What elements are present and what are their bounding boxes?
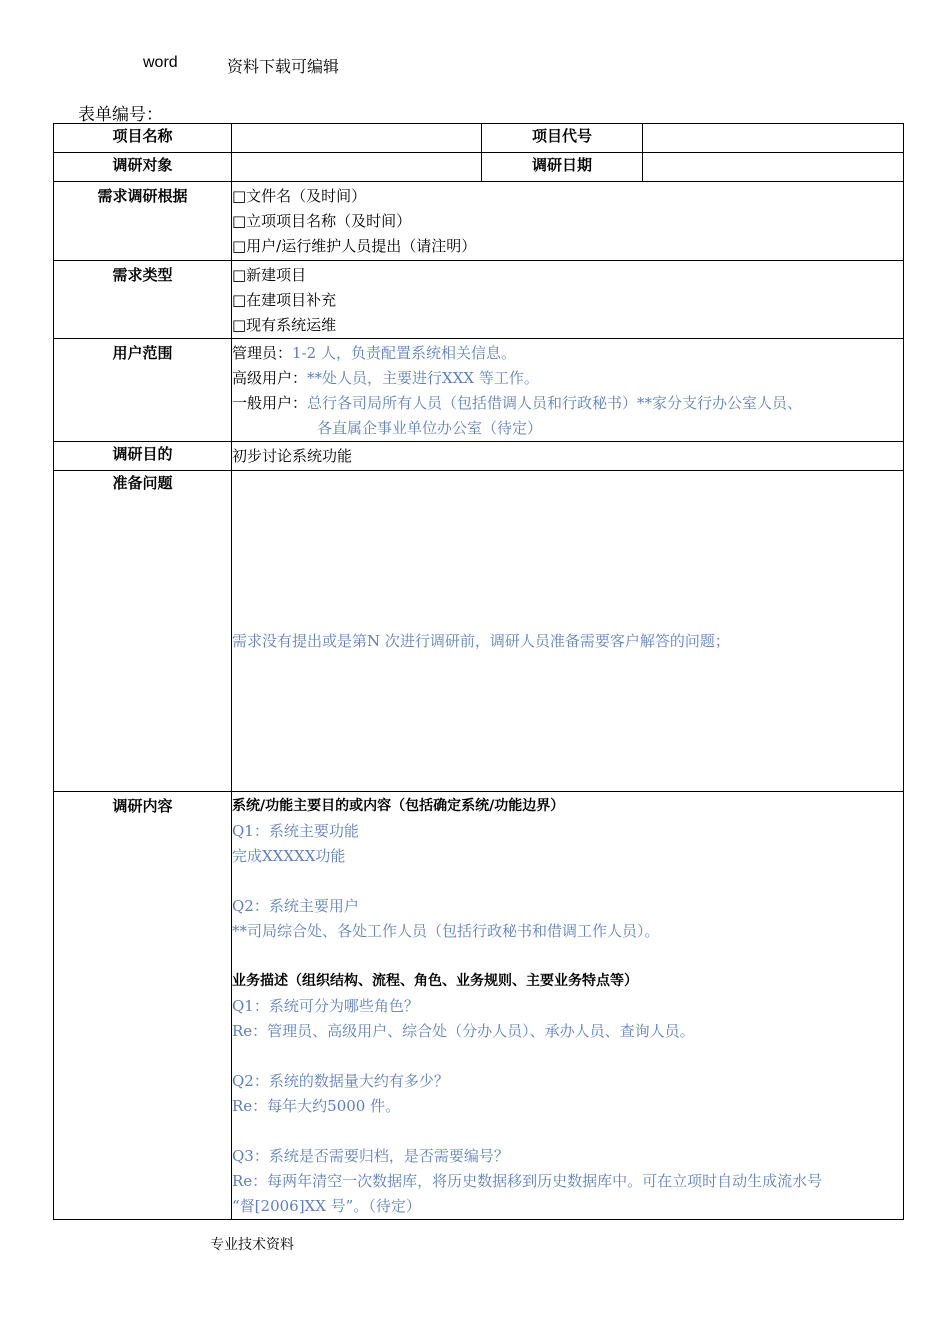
spacer — [232, 1119, 903, 1144]
basis-option-project[interactable]: □立项项目名称（及时间） — [232, 212, 412, 230]
row-content — [54, 792, 904, 1220]
purpose-label: 调研目的 — [54, 442, 232, 471]
form-number-label: 表单编号： — [78, 105, 163, 125]
research-date-value[interactable] — [643, 153, 904, 182]
prep-label: 准备问题 — [54, 471, 232, 792]
row-target — [54, 153, 904, 182]
type-option-supplement[interactable]: □在建项目补充 — [232, 291, 337, 309]
content-s2-r1: Re：管理员、高级用户、综合处（分办人员）、承办人员、查询人员。 — [232, 1022, 695, 1040]
content-s1-a2: **司局综合处、各处工作人员（包括行政秘书和借调工作人员）。 — [232, 922, 660, 940]
senior-text: **处人员，主要进行XXX 等工作。 — [307, 369, 539, 387]
general-text-2: 各直属企事业单位办公室（待定） — [317, 419, 543, 437]
basis-label: 需求调研根据 — [54, 182, 232, 261]
content-s2-r3b: “督[2006]XX 号”。（待定） — [232, 1197, 421, 1215]
content-value — [232, 792, 904, 1220]
purpose-value: 初步讨论系统功能 — [232, 442, 904, 471]
content-s2-r2: Re：每年大约5000 件。 — [232, 1097, 401, 1115]
general-line — [232, 391, 903, 416]
content-s2-r3a: Re：每两年清空一次数据库，将历史数据移到历史数据库中。可在立项时自动生成流水号 — [232, 1172, 823, 1190]
user-scope-value — [232, 339, 904, 442]
type-label: 需求类型 — [54, 261, 232, 339]
research-target-label: 调研对象 — [54, 153, 232, 182]
basis-option-file[interactable]: □文件名（及时间） — [232, 187, 367, 205]
content-section2-title: 业务描述（组织结构、流程、角色、业务规则、主要业务特点等） — [232, 973, 638, 989]
research-date-label: 调研日期 — [482, 153, 643, 182]
row-project — [54, 124, 904, 153]
user-scope-label: 用户范围 — [54, 339, 232, 442]
content-s2-q3: Q3：系统是否需要归档，是否需要编号？ — [232, 1147, 509, 1165]
admin-text: 1-2 人，负责配置系统相关信息。 — [292, 344, 516, 362]
project-name-value[interactable] — [232, 124, 482, 153]
project-name-label: 项目名称 — [54, 124, 232, 153]
content-s1-a1: 完成XXXXX功能 — [232, 847, 346, 865]
type-option-new[interactable]: □新建项目 — [232, 266, 307, 284]
project-code-label: 项目代号 — [482, 124, 643, 153]
row-type — [54, 261, 904, 339]
content-s2-q2: Q2：系统的数据量大约有多少？ — [232, 1072, 449, 1090]
row-user-scope — [54, 339, 904, 442]
row-prep — [54, 471, 904, 792]
basis-option-user[interactable]: □用户/运行维护人员提出（请注明） — [232, 237, 477, 255]
footer-label: 专业技术资料 — [210, 1237, 294, 1253]
spacer — [232, 869, 903, 894]
research-target-value[interactable] — [232, 153, 482, 182]
senior-line — [232, 366, 903, 391]
type-option-maintenance[interactable]: □现有系统运维 — [232, 316, 337, 334]
header-word: word — [143, 54, 178, 71]
type-options — [232, 261, 904, 339]
general-prefix: 一般用户： — [232, 394, 308, 412]
content-label: 调研内容 — [54, 792, 232, 1220]
spacer — [232, 1044, 903, 1069]
content-s1-q2: Q2：系统主要用户 — [232, 897, 359, 915]
header-editable-note: 资料下载可编辑 — [227, 57, 340, 76]
content-s2-q1: Q1：系统可分为哪些角色？ — [232, 997, 419, 1015]
spacer — [232, 944, 903, 969]
row-basis — [54, 182, 904, 261]
research-form-table — [53, 123, 904, 1220]
content-section1-title: 系统/功能主要目的或内容（包括确定系统/功能边界） — [232, 798, 565, 814]
content-s1-q1: Q1：系统主要功能 — [232, 822, 359, 840]
basis-options — [232, 182, 904, 261]
prep-value: 需求没有提出或是第N 次进行调研前，调研人员准备需要客户解答的问题； — [232, 471, 904, 792]
project-code-value[interactable] — [643, 124, 904, 153]
senior-prefix: 高级用户： — [232, 369, 308, 387]
admin-prefix: 管理员： — [232, 344, 293, 362]
row-purpose — [54, 442, 904, 471]
general-text-1: 总行各司局所有人员（包括借调人员和行政秘书）**家分支行办公室人员、 — [307, 394, 803, 412]
admin-line — [232, 341, 903, 366]
